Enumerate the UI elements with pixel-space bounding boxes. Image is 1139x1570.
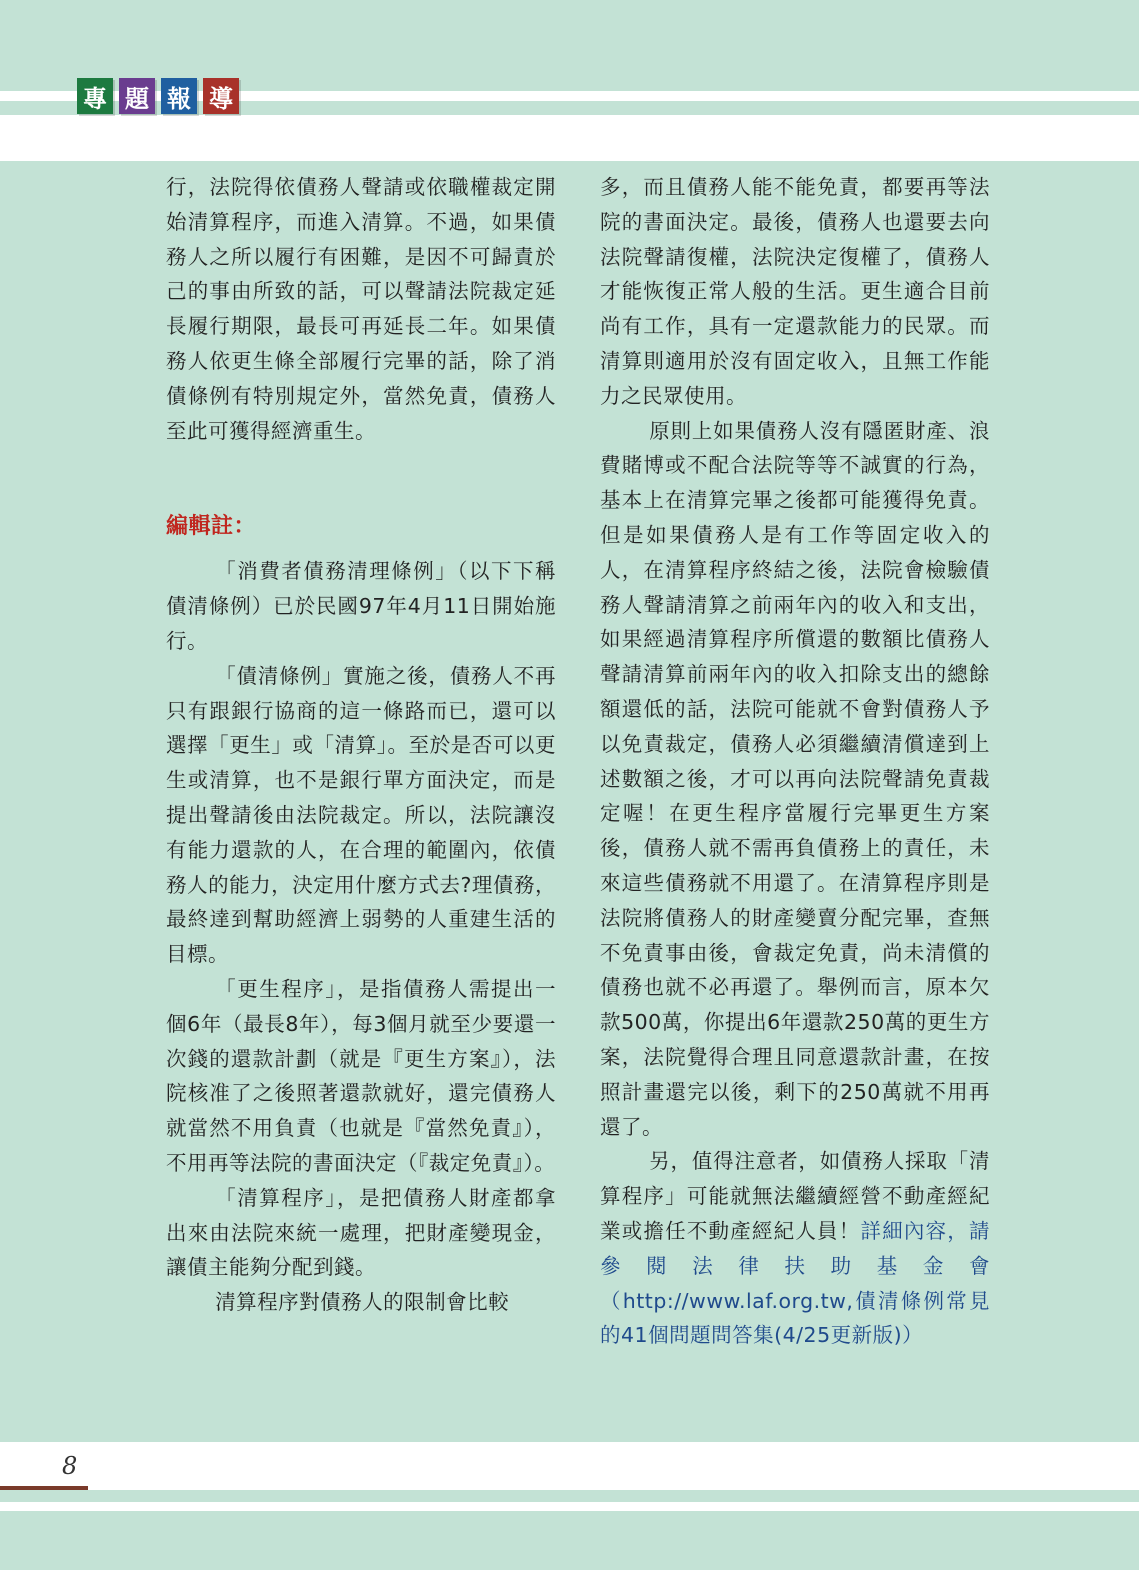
editor-paragraph: 「消費者債務清理條例」（以下下稱債清條例）已於民國97年4月11日開始施行。: [166, 559, 556, 653]
editor-paragraph: 「清算程序」，是把債務人財產都拿出來由法院來統一處理，把財產變現金，讓債主能夠分配到錢。: [166, 1185, 556, 1280]
reference-link[interactable]: 詳細內容，請參閱法律扶助基金會（http://www.laf.org.tw,債清條例常見的41個問題問答集(4/25更新版)）: [600, 1218, 991, 1348]
section-header: [77, 78, 239, 114]
body-paragraph: 行，法院得依債務人聲請或依職權裁定開始清算程序，而進入清算。不過，如果債務人之所以履行有困難，是因不可歸責於己的事由所致的話，可以聲請法院裁定延長履行期限，最長可再延長二年。如果債務人依更生條全部履行完畢的話，除了消債條例有特別規定外，當然免責，債務人至此可獲得經濟重生。: [166, 175, 556, 443]
body-paragraph: 原則上如果債務人沒有隱匿財產、浪費賭博或不配合法院等等不誠實的行為，基本上在清算完畢之後都可能獲得免責。但是如果債務人是有工作等固定收入的人，在清算程序終結之後，法院會檢驗債務人聲請清算之前兩年內的收入和支出，如果經過清算程序所償還的數額比債務人聲請清算前兩年內的收入扣除支出的總餘額還低的話，法院可能就不會對債務人予以免責裁定，債務人必須繼續清償達到上述數額之後，才可以再向法院聲請免責裁定喔！在更生程序當履行完畢更生方案後，債務人就不需再負債務上的責任，未來這些債務就不用還了。在清算程序則是法院將債務人的財產變賣分配完畢，查無不免責事由後，會裁定免責，尚未清償的債務也就不必再還了。舉例而言，原本欠款500萬，你提出6年還款250萬的更生方案，法院覺得合理且同意還款計畫，在按照計畫還完以後，剩下的250萬就不用再還了。: [600, 418, 990, 1139]
top-band: [0, 115, 1139, 161]
body-paragraph: 多，而且債務人能不能免責，都要再等法院的書面決定。最後，債務人也還要去向法院聲請復權，法院決定復權了，債務人才能恢復正常人般的生活。更生適合目前尚有工作，具有一定還款能力的民眾。而清算則適用於沒有固定收入，且無工作能力之民眾使用。: [600, 175, 990, 408]
bottom-band-thin: [0, 1502, 1139, 1511]
closing-text: 另，值得注意者，如債務人採取「清算程序」可能就無法繼續經營不動產經紀業或擔任不動產經紀人員！: [600, 1149, 990, 1243]
header-tag: 題: [119, 78, 155, 114]
header-tag: 專: [77, 78, 113, 114]
left-column: [166, 170, 556, 1320]
right-column: [600, 170, 990, 1353]
editor-paragraph: 清算程序對債務人的限制會比較: [215, 1290, 510, 1315]
bottom-band: [0, 1442, 1139, 1490]
closing-paragraph: [600, 1144, 990, 1353]
page-number-underline: [0, 1486, 88, 1490]
editor-note-title: 編輯註：: [166, 514, 257, 540]
editor-paragraph: 「債清條例」實施之後，債務人不再只有跟銀行協商的這一條路而已，還可以選擇「更生」或「清算」。至於是否可以更生或清算，也不是銀行單方面決定，而是提出聲請後由法院裁定。所以，法院讓沒有能力還款的人，在合理的範圍內，依債務人的能力，決定用什麼方式去?理債務，最終達到幫助經濟上弱勢的人重建生活的目標。: [166, 663, 556, 967]
editor-paragraph: 「更生程序」，是指債務人需提出一個6年（最長8年），每3個月就至少要還一次錢的還款計劃（就是『更生方案』），法院核准了之後照著還款就好，還完債務人就當然不用負責（也就是『當然免責』），不用再等法院的書面決定（『裁定免責』）。: [166, 976, 556, 1175]
page-number: 8: [62, 1452, 78, 1480]
header-tag: 導: [203, 78, 239, 114]
header-tag: 報: [161, 78, 197, 114]
